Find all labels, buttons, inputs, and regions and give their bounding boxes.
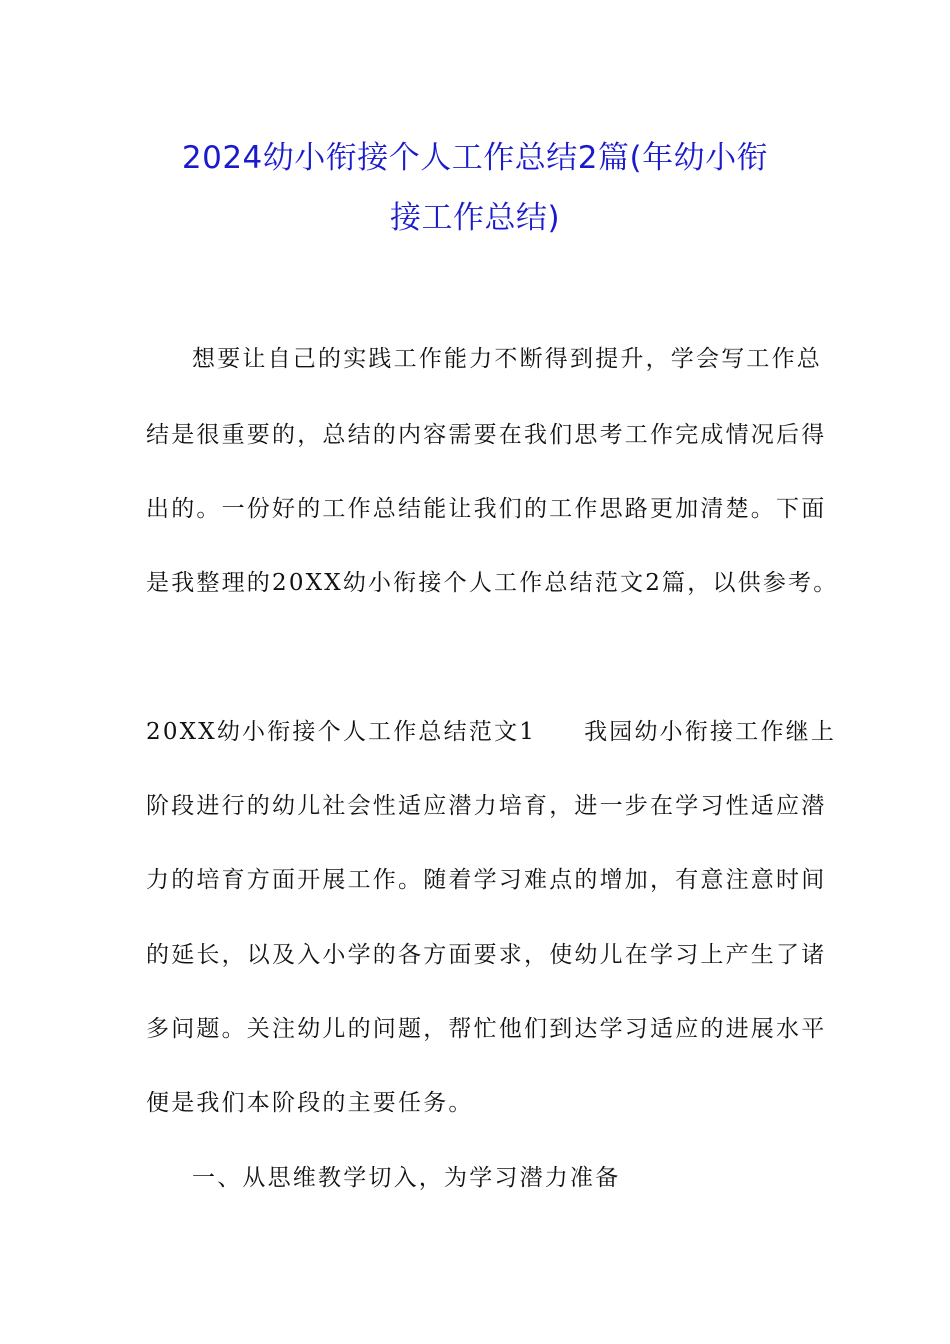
intro-line-2: 结是很重要的，总结的内容需要在我们思考工作完成情况后得: [146, 422, 827, 448]
section1-heading: 20XX幼小衔接个人工作总结范文1: [146, 719, 537, 745]
document-title: [120, 128, 830, 248]
title-line-2: 接工作总结): [389, 200, 561, 236]
section1-line-3: 力的培育方面开展工作。随着学习难点的增加，有意注意时间: [146, 867, 827, 893]
subheading-1: 一、从思维教学切入，为学习潜力准备: [192, 1165, 621, 1191]
intro-line-1: 想要让自己的实践工作能力不断得到提升，学会写工作总: [192, 346, 822, 372]
section1-line-5: 多问题。关注幼儿的问题，帮忙他们到达学习适应的进展水平: [146, 1016, 827, 1042]
section1-line-6: 便是我们本阶段的主要任务。: [146, 1090, 474, 1116]
title-line-1: 2024幼小衔接个人工作总结2篇(年幼小衔: [181, 140, 769, 176]
intro-line-3: 出的。一份好的工作总结能让我们的工作思路更加清楚。下面: [146, 496, 827, 522]
section1-lead-text: 我园幼小衔接工作继上: [584, 719, 837, 745]
section1-line-4: 的延长，以及入小学的各方面要求，使幼儿在学习上产生了诸: [146, 942, 827, 968]
section1-line-2: 阶段进行的幼儿社会性适应潜力培育，进一步在学习性适应潜: [146, 793, 827, 819]
section1-first-line: [146, 717, 837, 747]
intro-line-4: 是我整理的20XX幼小衔接个人工作总结范文2篇，以供参考。: [146, 570, 839, 596]
